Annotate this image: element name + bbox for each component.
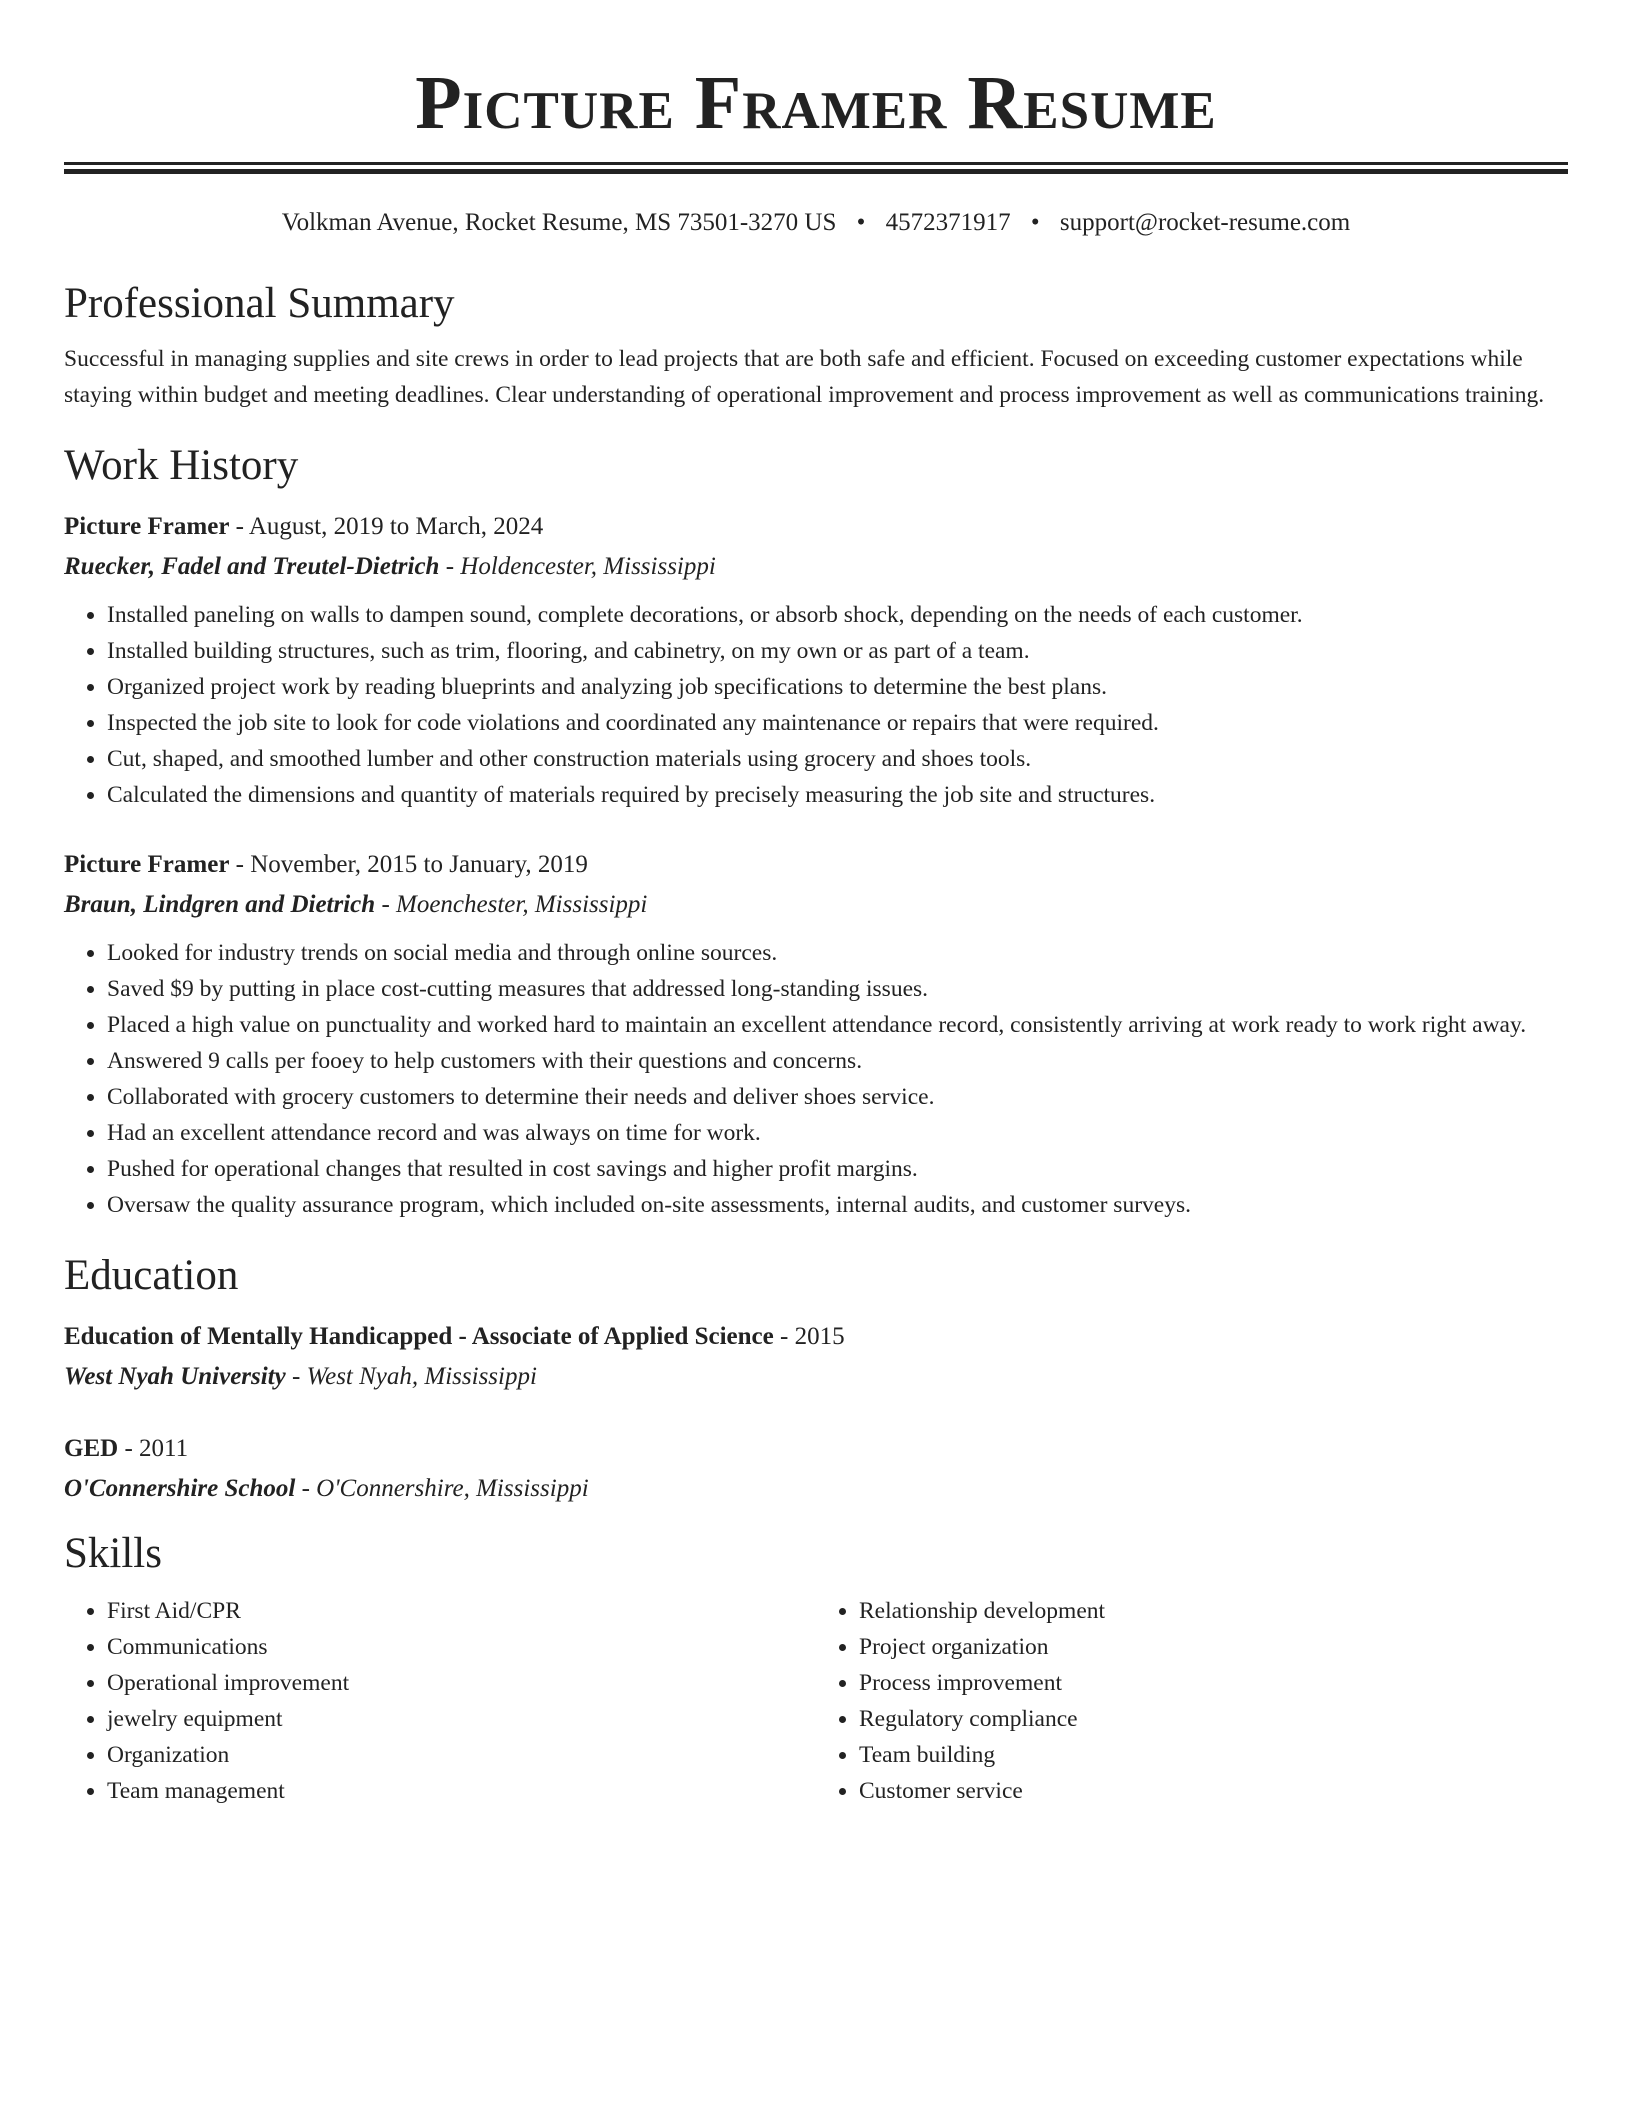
job-company: Braun, Lindgren and Dietrich <box>64 891 376 918</box>
education-school: West Nyah University <box>64 1363 286 1390</box>
skill-item: • Team management <box>107 1773 816 1809</box>
job-duties <box>64 935 1568 1223</box>
skill-item: • Relationship development <box>859 1593 1568 1629</box>
education-year: - 2015 <box>773 1323 845 1350</box>
contact-phone: 4572371917 <box>885 209 1011 236</box>
job-duty: • Pushed for operational changes that resulted in cost savings and higher profit margins. <box>107 1151 1568 1187</box>
education-school: O'Connershire School <box>64 1475 296 1502</box>
skills-list <box>64 1593 1568 1809</box>
education-location: - West Nyah, Mississippi <box>285 1363 537 1390</box>
skill-item: • Customer service <box>859 1773 1568 1809</box>
job-dates: - November, 2015 to January, 2019 <box>229 851 588 878</box>
skill-item: • First Aid/CPR <box>107 1593 816 1629</box>
job-duties <box>64 597 1568 813</box>
skill-item: • jewelry equipment <box>107 1701 816 1737</box>
education-degree: GED <box>64 1435 119 1462</box>
skill-item: • Communications <box>107 1629 816 1665</box>
job-duty: • Collaborated with grocery customers to determine their needs and deliver shoes service. <box>107 1079 1568 1115</box>
job-entry <box>64 845 1568 1223</box>
education-school-line <box>64 1357 1568 1397</box>
job-duty: • Installed paneling on walls to dampen sound, complete decorations, or absorb shock, depending on the needs of each customer. <box>107 597 1568 633</box>
skill-item: • Organization <box>107 1737 816 1773</box>
contact-separator: • <box>856 209 866 236</box>
job-duty: • Placed a high value on punctuality and worked hard to maintain an excellent attendance record, consistently arriving at work ready to work right away. <box>107 1007 1568 1043</box>
education-year: - 2011 <box>118 1435 189 1462</box>
contact-line <box>64 206 1568 240</box>
title-divider-thick <box>64 169 1568 174</box>
title-divider-thin <box>64 162 1568 165</box>
skills-heading: Skills <box>64 1530 162 1577</box>
job-duty: • Cut, shaped, and smoothed lumber and other construction materials using grocery and shoes tools. <box>107 741 1568 777</box>
summary-heading: Professional Summary <box>64 280 455 327</box>
job-duty: • Organized project work by reading blueprints and analyzing job specifications to determine the best plans. <box>107 669 1568 705</box>
education-degree: Education of Mentally Handicapped - Associate of Applied Science <box>64 1323 774 1350</box>
job-duty: • Looked for industry trends on social media and through online sources. <box>107 935 1568 971</box>
job-location: - Moenchester, Mississippi <box>375 891 648 918</box>
skill-item: • Team building <box>859 1737 1568 1773</box>
job-title-line <box>64 507 1568 547</box>
contact-email[interactable]: support@rocket-resume.com <box>1059 209 1351 236</box>
education-degree-line <box>64 1317 1568 1357</box>
skill-item: • Process improvement <box>859 1665 1568 1701</box>
education-location: - O'Connershire, Mississippi <box>295 1475 589 1502</box>
job-company: Ruecker, Fadel and Treutel-Dietrich <box>64 553 440 580</box>
contact-separator: • <box>1030 209 1040 236</box>
job-location: - Holdencester, Mississippi <box>439 553 716 580</box>
skills-column-left <box>64 1593 816 1809</box>
skill-item: • Operational improvement <box>107 1665 816 1701</box>
education-school-line <box>64 1469 1568 1509</box>
job-duty: • Had an excellent attendance record and was always on time for work. <box>107 1115 1568 1151</box>
job-role: Picture Framer <box>64 851 230 878</box>
job-duty: • Calculated the dimensions and quantity of materials required by precisely measuring the job site and structures. <box>107 777 1568 813</box>
work-history-heading: Work History <box>64 442 299 489</box>
skills-column-right <box>816 1593 1568 1809</box>
education-degree-line <box>64 1429 1568 1469</box>
job-title-line <box>64 845 1568 885</box>
page-title: Picture Framer Resume <box>415 61 1217 145</box>
contact-address: Volkman Avenue, Rocket Resume, MS 73501-3270 US <box>281 209 837 236</box>
job-entry <box>64 507 1568 813</box>
job-dates: - August, 2019 to March, 2024 <box>229 513 544 540</box>
skill-item: • Regulatory compliance <box>859 1701 1568 1737</box>
skill-item: • Project organization <box>859 1629 1568 1665</box>
job-duty: • Oversaw the quality assurance program, which included on-site assessments, internal audits, and customer surveys. <box>107 1187 1568 1223</box>
job-role: Picture Framer <box>64 513 230 540</box>
job-company-line <box>64 547 1568 587</box>
job-duty: • Installed building structures, such as trim, flooring, and cabinetry, on my own or as part of a team. <box>107 633 1568 669</box>
education-entry <box>64 1429 1568 1509</box>
education-entry <box>64 1317 1568 1397</box>
job-duty: • Inspected the job site to look for code violations and coordinated any maintenance or repairs that were required. <box>107 705 1568 741</box>
job-duty: • Saved $9 by putting in place cost-cutting measures that addressed long-standing issues. <box>107 971 1568 1007</box>
summary-text: Successful in managing supplies and site crews in order to lead projects that are both safe and efficient. Focused on exceeding customer expectations while staying within budget and meeting deadlines. Clear understanding of operational improvement and process improvement as well as communications training. <box>64 346 1545 408</box>
job-company-line <box>64 885 1568 925</box>
job-duty: • Answered 9 calls per fooey to help customers with their questions and concerns. <box>107 1043 1568 1079</box>
education-heading: Education <box>64 1252 239 1299</box>
